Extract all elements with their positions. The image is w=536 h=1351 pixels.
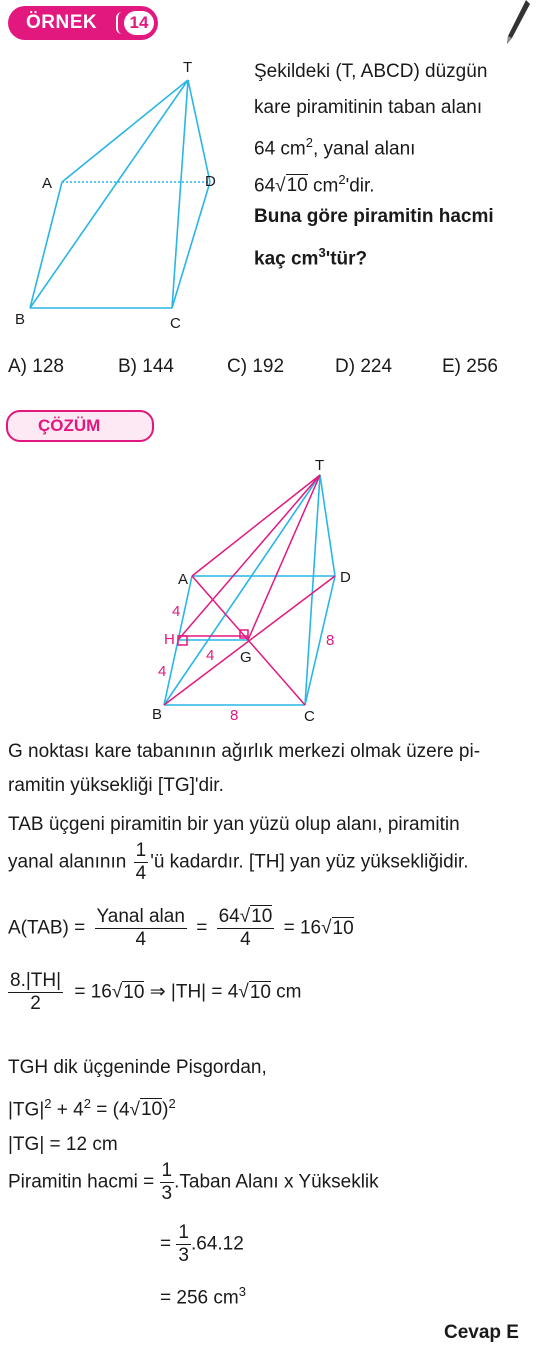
equation-th: $\frac{8.|TH|}{2}$ = 16√10 ⇒ |TH| = 4√10 cm	[10, 970, 302, 1014]
example-number: 14	[124, 11, 154, 35]
sol-p2-line1: TAB üçgeni piramitin bir yan yüzü olup alanı, piramitin	[8, 814, 460, 835]
question-line-5: Buna göre piramitin hacmi	[254, 206, 494, 227]
eq2-root: 10	[123, 981, 145, 1003]
label-G: G	[240, 649, 252, 666]
eq5-b: .Taban Alanı x Yükseklik	[174, 1171, 379, 1193]
eq6-num: 1	[178, 1222, 189, 1243]
length-HB: 4	[158, 663, 167, 680]
question-line-4: 64√10 $cm^2'dir$.	[254, 172, 375, 197]
label-D: D	[205, 173, 216, 190]
eq1-rhs-root: 10	[332, 917, 354, 939]
length-CD: 8	[326, 632, 335, 649]
eq1-den1: 4	[135, 929, 147, 950]
eq2-c: cm	[270, 981, 302, 1003]
sol-p1-line2: ramitin yüksekliği [TG]'dir.	[8, 775, 224, 796]
sol-p3: TGH dik üçgeninde Pisgordan,	[8, 1057, 267, 1078]
length-BC: 8	[230, 707, 239, 724]
equation-tg: |TG| = 12 cm	[8, 1134, 118, 1155]
q3-sup: 2	[305, 135, 313, 150]
answer-label: Cevap E	[444, 1322, 519, 1343]
q4-text-c: 'dir.	[345, 175, 375, 197]
eq3-d: )	[162, 1099, 169, 1121]
eq2-root2: 10	[249, 981, 271, 1003]
badge-separator	[116, 12, 124, 34]
solution-badge	[6, 410, 154, 442]
eq5-a: Piramitin hacmi =	[8, 1171, 155, 1193]
option-c[interactable]: C) 192	[227, 356, 285, 377]
eq1-num1: Yanal alan	[96, 906, 185, 927]
eq3-sup2: 2	[83, 1096, 91, 1111]
q6-text-a: kaç cm	[254, 248, 319, 270]
eq2-den: 2	[30, 993, 41, 1014]
eq6-den: 3	[178, 1245, 189, 1266]
eq3-c: = (4	[90, 1099, 130, 1121]
eq6-a: =	[160, 1233, 172, 1255]
eq1-den2: 4	[240, 929, 251, 950]
question-line-6	[254, 243, 367, 268]
question-line-3	[254, 133, 415, 158]
example-label: ÖRNEK	[26, 12, 98, 33]
label-A: A	[42, 175, 53, 192]
eq3-a: |TG|	[8, 1099, 45, 1121]
question-line-1: Şekildeki (T, ABCD) düzgün	[254, 61, 488, 82]
q4-text-b: cm	[307, 175, 339, 197]
p2-frac-den: 4	[135, 863, 147, 884]
label-H: H	[164, 631, 175, 648]
eq2-a: = 16	[74, 981, 112, 1003]
label-C: C	[170, 315, 181, 332]
label-A: A	[178, 571, 189, 588]
eq3-sup3: 2	[168, 1096, 176, 1111]
eq3-root: 10	[140, 1099, 163, 1121]
option-d[interactable]: D) 224	[335, 356, 393, 377]
label-D: D	[340, 569, 351, 586]
eq1-lhs: A(TAB) =	[8, 917, 86, 939]
eq3-b: + 4	[51, 1099, 84, 1121]
p2-frac-num: 1	[135, 840, 147, 861]
eq7-a: = 256 cm	[160, 1287, 239, 1309]
q6-text-b: 'tür?	[325, 248, 368, 270]
label-T: T	[183, 59, 193, 76]
sol-p2-line2	[8, 840, 469, 885]
eq5-den: 3	[161, 1183, 173, 1204]
eq2-num: 8.|TH|	[10, 970, 62, 991]
label-B: B	[152, 706, 163, 723]
option-b[interactable]: B) 144	[118, 356, 174, 377]
p2-text-b: 'ü kadardır. [TH] yan yüz yüksekliğidir.	[150, 851, 469, 873]
p2-text-a: yanal alanının	[8, 851, 127, 873]
eq1-num2: 64	[218, 906, 240, 927]
eq1-rhs: = 16	[283, 917, 322, 939]
option-a[interactable]: A) 128	[8, 356, 64, 377]
sol-p1-line1: G noktası kare tabanının ağırlık merkezi olmak üzere pi-	[8, 741, 481, 762]
equation-volume-step	[160, 1222, 244, 1267]
label-T: T	[315, 457, 325, 474]
equation-pythagoras: $|TG|^2 + 4^2 = (4√10)^2$	[8, 1096, 176, 1121]
example-badge	[8, 6, 158, 40]
equation-area: A(TAB) = $\frac{\text{Yanal alan}}{4}$ = $\frac{64√10}{4}$ = 16√10	[8, 906, 354, 950]
eq1-num2-root: 10	[251, 906, 273, 927]
eq5-num: 1	[161, 1160, 173, 1181]
option-e[interactable]: E) 256	[442, 356, 498, 377]
pencil-icon	[504, 0, 530, 46]
q3-text-a: 64 cm	[254, 138, 306, 160]
eq6-b: .64.12	[190, 1233, 244, 1255]
solution-figure	[140, 450, 380, 730]
eq2-b: ⇒ |TH| = 4	[149, 981, 239, 1003]
label-C: C	[304, 708, 315, 725]
q6-sup: 3	[318, 245, 326, 260]
solution-label: ÇÖZÜM	[38, 416, 101, 435]
q3-text-b: , yanal alanı	[312, 138, 416, 160]
label-B: B	[15, 311, 26, 328]
eq3-sup1: 2	[44, 1096, 52, 1111]
pyramid-figure	[0, 50, 240, 340]
q4-root: 10	[286, 175, 308, 197]
q4-sup: 2	[338, 172, 346, 187]
equation-volume	[8, 1160, 379, 1205]
length-AH: 4	[172, 603, 181, 620]
equation-volume-result	[160, 1284, 246, 1309]
q4-text-a: 64	[254, 175, 276, 197]
eq7-sup: 3	[238, 1284, 246, 1299]
length-HG: 4	[206, 647, 215, 664]
question-line-2: kare piramitinin taban alanı	[254, 97, 483, 118]
